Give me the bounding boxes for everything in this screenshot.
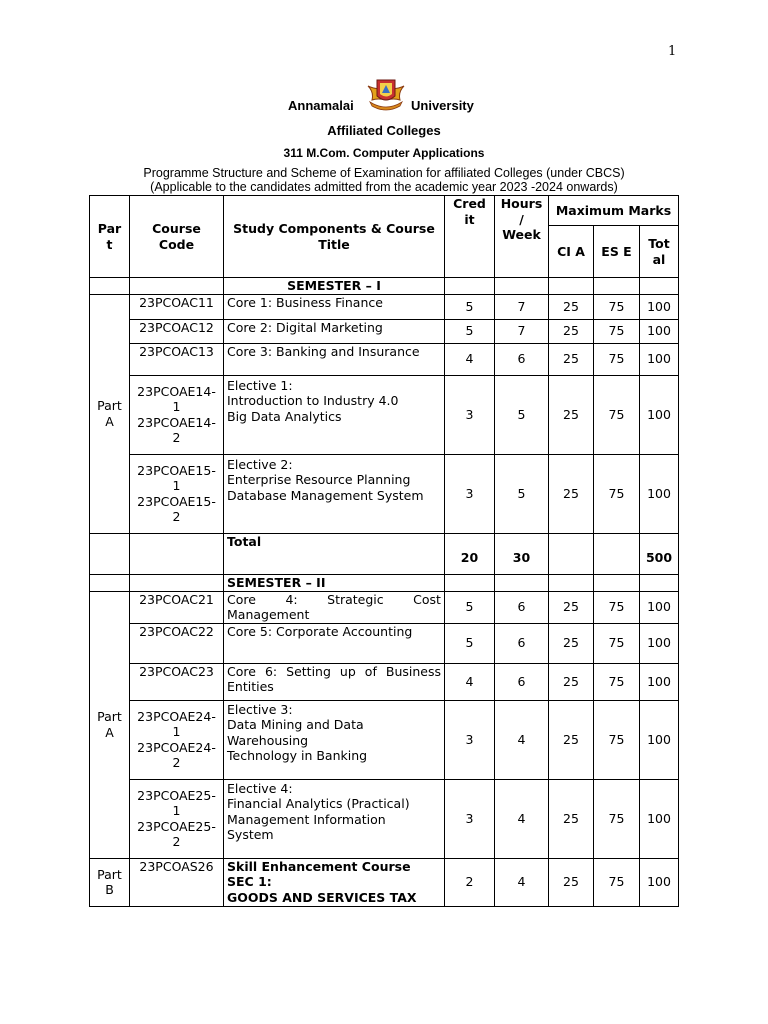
title-line: GOODS AND SERVICES TAX xyxy=(227,889,417,905)
course-title xyxy=(224,700,445,779)
applicable-line: (Applicable to the candidates admitted from the academic year 2023 -2024 onwards) xyxy=(150,180,618,194)
code-line: 2 xyxy=(172,834,181,849)
elective-option: Financial Analytics (Practical) xyxy=(227,796,410,811)
ese: 75 xyxy=(594,294,640,319)
title-word: Strategic xyxy=(327,591,384,607)
code-line: 23PCOAE25- xyxy=(137,818,216,834)
total: 100 xyxy=(640,663,679,700)
total: 100 xyxy=(640,454,679,533)
header-course-title: Study Components & Course Title xyxy=(224,196,445,278)
course-title xyxy=(224,375,445,454)
semester-2-label: SEMESTER – II xyxy=(224,574,445,591)
total: 100 xyxy=(640,591,679,623)
part-b-label: Part B xyxy=(90,858,130,906)
header-part: Par t xyxy=(90,196,130,278)
table-row xyxy=(90,343,679,375)
credit: 3 xyxy=(445,375,495,454)
hours: 4 xyxy=(495,779,549,858)
credit: 3 xyxy=(445,700,495,779)
table-row xyxy=(90,319,679,343)
semester-1-row xyxy=(90,278,679,295)
header-hours: Hours / Week xyxy=(495,196,549,278)
total-row xyxy=(90,533,679,574)
ese: 75 xyxy=(594,858,640,906)
course-code: 23PCOAC11 xyxy=(130,294,224,319)
elective-heading: Elective 2: xyxy=(227,456,293,472)
header-row xyxy=(90,196,679,226)
university-crest-logo xyxy=(366,78,406,112)
hours: 6 xyxy=(495,663,549,700)
course-code: 23PCOAC22 xyxy=(130,623,224,663)
course-code xyxy=(130,779,224,858)
elective-heading: Elective 3: xyxy=(227,701,293,717)
cia: 25 xyxy=(549,319,594,343)
ese: 75 xyxy=(594,779,640,858)
credit: 5 xyxy=(445,294,495,319)
total: 100 xyxy=(640,779,679,858)
code-line: 1 xyxy=(172,724,181,739)
cia: 25 xyxy=(549,343,594,375)
code-line: 2 xyxy=(172,755,181,770)
code-line: 2 xyxy=(172,509,181,524)
course-code: 23PCOAC21 xyxy=(130,591,224,623)
title-line: Skill Enhancement Course xyxy=(227,858,411,874)
credit: 3 xyxy=(445,779,495,858)
header-total: Tot al xyxy=(640,226,679,278)
elective-option: Management Information System xyxy=(227,811,386,842)
table-row xyxy=(90,591,679,623)
code-line: 1 xyxy=(172,399,181,414)
credit: 4 xyxy=(445,663,495,700)
course-title: Core 3: Banking and Insurance xyxy=(224,343,445,375)
course-title: Core 1: Business Finance xyxy=(224,294,445,319)
elective-option: Technology in Banking xyxy=(227,748,368,763)
semester-2-row xyxy=(90,574,679,591)
table-row xyxy=(90,375,679,454)
course-title xyxy=(224,663,445,700)
title-word: 4: xyxy=(285,591,298,607)
total: 100 xyxy=(640,343,679,375)
part-a-label: Part A xyxy=(90,591,130,858)
code-line: 23PCOAE14- xyxy=(137,414,216,430)
table-row xyxy=(90,700,679,779)
header-credit: Cred it xyxy=(445,196,495,278)
total: 100 xyxy=(640,294,679,319)
table-row xyxy=(90,294,679,319)
elective-option: Database Management System xyxy=(227,487,424,503)
code-line: 23PCOAE15- xyxy=(137,493,216,509)
hours: 4 xyxy=(495,858,549,906)
total-credit: 20 xyxy=(445,533,495,574)
table-row xyxy=(90,454,679,533)
elective-option: Data Mining and Data Warehousing xyxy=(227,717,364,748)
cia: 25 xyxy=(549,375,594,454)
hours: 4 xyxy=(495,700,549,779)
elective-heading: Elective 4: xyxy=(227,780,293,796)
cia: 25 xyxy=(549,858,594,906)
code-line: 23PCOAE24- xyxy=(137,708,216,724)
total: 100 xyxy=(640,375,679,454)
cia: 25 xyxy=(549,591,594,623)
code-line: 1 xyxy=(172,478,181,493)
course-title xyxy=(224,858,445,906)
ese: 75 xyxy=(594,623,640,663)
credit: 3 xyxy=(445,454,495,533)
ese: 75 xyxy=(594,454,640,533)
ese: 75 xyxy=(594,591,640,623)
programme-title: 311 M.Com. Computer Applications xyxy=(283,146,485,160)
course-code: 23PCOAC12 xyxy=(130,319,224,343)
title-justified-line xyxy=(227,592,441,608)
semester-1-label: SEMESTER – I xyxy=(224,278,445,295)
course-code: 23PCOAC13 xyxy=(130,343,224,375)
university-name-left: Annamalai xyxy=(288,98,354,113)
code-line: 23PCOAE25- xyxy=(137,787,216,803)
header-course-code: Course Code xyxy=(130,196,224,278)
code-line: 2 xyxy=(172,430,181,445)
hours: 6 xyxy=(495,623,549,663)
part-a-label: Part A xyxy=(90,294,130,533)
course-title xyxy=(224,591,445,623)
elective-heading: Elective 1: xyxy=(227,377,293,393)
course-code: 23PCOAC23 xyxy=(130,663,224,700)
table-row xyxy=(90,858,679,906)
title-word: Cost xyxy=(413,591,441,607)
course-title xyxy=(224,454,445,533)
page-number: 1 xyxy=(668,44,677,59)
credit: 4 xyxy=(445,343,495,375)
table-row xyxy=(90,663,679,700)
title-word: Core xyxy=(227,591,256,607)
cia: 25 xyxy=(549,700,594,779)
ese: 75 xyxy=(594,700,640,779)
cia: 25 xyxy=(549,779,594,858)
affiliated-colleges-title: Affiliated Colleges xyxy=(327,123,441,138)
title-line: SEC 1: xyxy=(227,874,272,889)
header-cia: CI A xyxy=(549,226,594,278)
code-line: 23PCOAE15- xyxy=(137,462,216,478)
cia: 25 xyxy=(549,294,594,319)
scheme-table xyxy=(89,195,679,907)
code-line: 1 xyxy=(172,803,181,818)
table-row xyxy=(90,623,679,663)
credit: 2 xyxy=(445,858,495,906)
credit: 5 xyxy=(445,591,495,623)
total-hours: 30 xyxy=(495,533,549,574)
hours: 6 xyxy=(495,343,549,375)
credit: 5 xyxy=(445,319,495,343)
ese: 75 xyxy=(594,319,640,343)
header-ese: ES E xyxy=(594,226,640,278)
table-row xyxy=(90,779,679,858)
total: 100 xyxy=(640,319,679,343)
hours: 7 xyxy=(495,294,549,319)
course-code xyxy=(130,700,224,779)
title-line: Core 6: Setting up of Business xyxy=(227,663,441,679)
total: 100 xyxy=(640,700,679,779)
ese: 75 xyxy=(594,663,640,700)
hours: 7 xyxy=(495,319,549,343)
total-marks: 500 xyxy=(640,533,679,574)
total: 100 xyxy=(640,858,679,906)
hours: 6 xyxy=(495,591,549,623)
total: 100 xyxy=(640,623,679,663)
elective-option: Enterprise Resource Planning xyxy=(227,472,411,487)
hours: 5 xyxy=(495,454,549,533)
elective-option: Big Data Analytics xyxy=(227,408,342,424)
code-line: 23PCOAE24- xyxy=(137,739,216,755)
hours: 5 xyxy=(495,375,549,454)
course-code xyxy=(130,375,224,454)
elective-option: Introduction to Industry 4.0 xyxy=(227,393,399,408)
header-maximum-marks: Maximum Marks xyxy=(549,196,679,226)
cia: 25 xyxy=(549,454,594,533)
structure-line: Programme Structure and Scheme of Examination for affiliated Colleges (under CBCS) xyxy=(143,166,625,180)
ese: 75 xyxy=(594,343,640,375)
ese: 75 xyxy=(594,375,640,454)
title-line: Entities xyxy=(227,679,274,694)
credit: 5 xyxy=(445,623,495,663)
cia: 25 xyxy=(549,623,594,663)
title-line: Management xyxy=(227,607,310,622)
course-title xyxy=(224,779,445,858)
code-line: 23PCOAE14- xyxy=(137,383,216,399)
course-code: 23PCOAS26 xyxy=(130,858,224,906)
cia: 25 xyxy=(549,663,594,700)
course-title: Core 5: Corporate Accounting xyxy=(224,623,445,663)
total-label: Total xyxy=(224,533,445,574)
course-title: Core 2: Digital Marketing xyxy=(224,319,445,343)
course-code xyxy=(130,454,224,533)
university-name-right: University xyxy=(411,98,474,113)
